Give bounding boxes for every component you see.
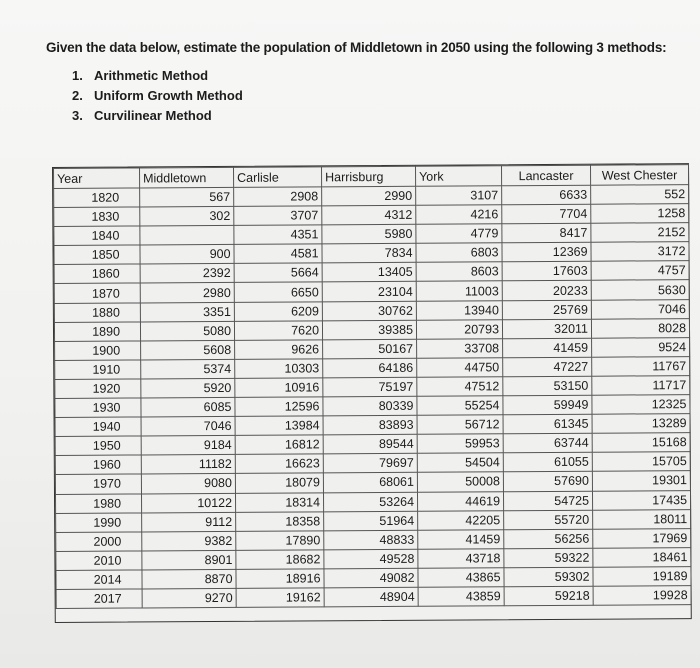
population-cell: 20233: [502, 281, 591, 301]
year-cell: 1870: [54, 283, 140, 303]
population-cell: 6209: [234, 301, 322, 321]
method-label: Curvilinear Method: [94, 108, 212, 123]
year-cell: 1840: [54, 226, 140, 246]
population-cell: 18314: [235, 492, 323, 512]
population-cell: 5920: [141, 378, 235, 398]
population-cell: 83893: [323, 415, 417, 435]
year-cell: 1950: [55, 436, 141, 456]
population-cell: 15705: [592, 452, 690, 472]
population-cell: 50008: [417, 472, 503, 492]
year-cell: 1970: [55, 474, 141, 494]
method-label: Uniform Growth Method: [94, 88, 243, 103]
population-cell: 43865: [418, 568, 504, 588]
year-cell: 1930: [55, 398, 141, 418]
population-cell: 61345: [503, 414, 592, 434]
population-cell: 7046: [141, 417, 235, 437]
year-cell: 1990: [56, 513, 142, 533]
population-cell: 64186: [323, 358, 417, 378]
population-cell: 59322: [504, 548, 593, 568]
year-cell: 2017: [56, 589, 142, 609]
population-cell: 5664: [234, 263, 322, 283]
population-cell: 6650: [234, 282, 322, 302]
population-cell: 3172: [591, 242, 689, 262]
population-cell: 8603: [416, 262, 502, 282]
table-row: [56, 586, 691, 609]
population-cell: 13405: [322, 263, 416, 283]
population-cell: 4581: [234, 244, 322, 264]
population-cell: 6633: [502, 185, 591, 205]
column-header: Carlisle: [234, 167, 322, 188]
population-cell: 17890: [236, 531, 324, 551]
method-number: 2.: [72, 88, 83, 103]
population-cell: 49082: [324, 568, 418, 588]
population-cell: 3351: [140, 302, 234, 322]
population-cell: 59218: [504, 586, 593, 606]
population-cell: 3107: [416, 186, 502, 206]
population-cell: 567: [140, 187, 234, 207]
population-cell: 50167: [323, 339, 417, 359]
population-cell: 4779: [416, 224, 502, 244]
methods-list: [72, 66, 243, 126]
column-header: Year: [54, 168, 140, 189]
population-cell: 9184: [141, 436, 235, 456]
population-cell: 55254: [417, 396, 503, 416]
population-cell: 47227: [503, 357, 592, 377]
population-cell: 11717: [592, 376, 690, 396]
method-item: [72, 66, 243, 86]
population-cell: 48833: [324, 530, 418, 550]
year-cell: 1860: [54, 264, 140, 284]
population-cell: 43718: [418, 549, 504, 569]
population-table-sheet: [52, 163, 692, 623]
population-cell: 18682: [236, 550, 324, 570]
year-cell: 2000: [56, 532, 142, 552]
population-cell: 54504: [417, 453, 503, 473]
population-cell: [140, 226, 234, 246]
population-cell: 41459: [503, 338, 592, 358]
population-cell: 18358: [236, 511, 324, 531]
population-cell: 55720: [504, 510, 593, 530]
population-cell: 12369: [502, 242, 591, 262]
population-cell: 8901: [142, 550, 236, 570]
population-cell: 16812: [235, 435, 323, 455]
table-body: [54, 185, 692, 609]
population-cell: 11767: [592, 356, 690, 376]
population-cell: 89544: [323, 434, 417, 454]
column-header: Middletown: [140, 167, 234, 188]
population-cell: 48904: [324, 587, 418, 607]
population-cell: 2152: [591, 223, 689, 243]
population-cell: 8870: [142, 569, 236, 589]
year-cell: 1880: [54, 303, 140, 323]
population-cell: 2392: [140, 264, 234, 284]
population-cell: 10122: [141, 493, 235, 513]
year-cell: 1900: [55, 341, 141, 361]
population-cell: 80339: [323, 396, 417, 416]
population-cell: 59953: [417, 434, 503, 454]
population-cell: 19928: [593, 586, 691, 606]
method-number: 3.: [72, 108, 83, 123]
population-cell: 9524: [592, 337, 690, 357]
population-cell: 41459: [418, 529, 504, 549]
population-cell: 11182: [141, 455, 235, 475]
year-cell: 2010: [56, 551, 142, 571]
method-number: 1.: [72, 68, 83, 83]
population-cell: 59302: [504, 567, 593, 587]
population-cell: 3707: [234, 206, 322, 226]
population-cell: 42205: [418, 510, 504, 530]
year-cell: 1830: [54, 207, 140, 227]
population-cell: 68061: [323, 473, 417, 493]
population-cell: 4351: [234, 225, 322, 245]
population-cell: 5630: [591, 280, 689, 300]
population-cell: 6803: [416, 243, 502, 263]
population-cell: 1258: [591, 204, 689, 224]
population-cell: 9270: [142, 588, 236, 608]
population-cell: 79697: [323, 454, 417, 474]
population-cell: 16623: [235, 454, 323, 474]
population-cell: 75197: [323, 377, 417, 397]
year-cell: 1890: [54, 322, 140, 342]
population-cell: 12325: [592, 395, 690, 415]
population-cell: 13289: [592, 414, 690, 434]
column-header: West Chester: [590, 165, 688, 186]
year-cell: 1920: [55, 379, 141, 399]
population-cell: 7704: [502, 204, 591, 224]
population-cell: 4757: [591, 261, 689, 281]
population-cell: 61055: [503, 453, 592, 473]
population-cell: 12596: [235, 397, 323, 417]
method-item: [72, 86, 243, 106]
population-cell: 4216: [416, 205, 502, 225]
population-cell: 8028: [591, 318, 689, 338]
population-cell: 6085: [141, 397, 235, 417]
population-cell: 53150: [503, 376, 592, 396]
population-cell: 8417: [502, 223, 591, 243]
question-text: Given the data below, estimate the population of Middletown in 2050 using the following 3 methods:: [46, 40, 667, 55]
population-cell: 18461: [593, 547, 691, 567]
year-cell: 1940: [55, 417, 141, 437]
population-cell: 2980: [140, 283, 234, 303]
year-cell: 1960: [55, 455, 141, 475]
population-cell: 15168: [592, 433, 690, 453]
population-cell: 5980: [322, 224, 416, 244]
population-cell: 54725: [503, 491, 592, 511]
population-cell: 32011: [502, 319, 591, 339]
population-cell: 2990: [322, 186, 416, 206]
population-cell: 59949: [503, 395, 592, 415]
population-cell: 17603: [502, 262, 591, 282]
population-cell: 9112: [142, 512, 236, 532]
population-cell: 5608: [141, 340, 235, 360]
column-header: York: [416, 166, 502, 187]
population-cell: 10916: [235, 378, 323, 398]
population-cell: 18916: [236, 569, 324, 589]
population-cell: 44750: [417, 358, 503, 378]
year-cell: 1980: [55, 493, 141, 513]
population-cell: 33708: [417, 339, 503, 359]
year-cell: 1910: [55, 360, 141, 380]
population-cell: 44619: [417, 491, 503, 511]
population-cell: 13940: [416, 300, 502, 320]
population-cell: 900: [140, 245, 234, 265]
population-cell: 302: [140, 206, 234, 226]
population-cell: 19189: [593, 566, 691, 586]
population-cell: 18079: [235, 473, 323, 493]
population-cell: 18011: [593, 509, 691, 529]
population-cell: 7046: [591, 299, 689, 319]
population-cell: 19162: [236, 588, 324, 608]
population-cell: 20793: [416, 319, 502, 339]
population-cell: 11003: [416, 281, 502, 301]
year-cell: 1820: [54, 188, 140, 208]
population-cell: 47512: [417, 377, 503, 397]
population-cell: 17969: [593, 528, 691, 548]
population-cell: 7620: [234, 321, 322, 341]
population-cell: 10303: [235, 359, 323, 379]
population-cell: 7834: [322, 244, 416, 264]
population-cell: 56712: [417, 415, 503, 435]
population-cell: 23104: [322, 282, 416, 302]
method-item: [72, 106, 243, 126]
population-cell: 4312: [322, 205, 416, 225]
population-cell: 17435: [592, 490, 690, 510]
population-table: [53, 164, 692, 609]
population-cell: 57690: [503, 472, 592, 492]
column-header: Lancaster: [502, 165, 591, 186]
population-cell: 19301: [592, 471, 690, 491]
population-cell: 43859: [418, 587, 504, 607]
population-cell: 63744: [503, 433, 592, 453]
year-cell: 1850: [54, 245, 140, 265]
population-cell: 49528: [324, 549, 418, 569]
method-label: Arithmetic Method: [94, 68, 209, 83]
population-cell: 9382: [142, 531, 236, 551]
population-cell: 5080: [140, 321, 234, 341]
population-cell: 552: [591, 185, 689, 205]
column-header: Harrisburg: [322, 166, 416, 187]
population-cell: 5374: [141, 359, 235, 379]
population-cell: 25769: [502, 300, 591, 320]
population-cell: 13984: [235, 416, 323, 436]
population-cell: 39385: [322, 320, 416, 340]
population-cell: 9080: [141, 474, 235, 494]
year-cell: 2014: [56, 570, 142, 590]
population-cell: 2908: [234, 187, 322, 207]
population-cell: 51964: [324, 511, 418, 531]
population-cell: 56256: [504, 529, 593, 549]
population-cell: 9626: [235, 340, 323, 360]
population-cell: 53264: [323, 492, 417, 512]
population-cell: 30762: [322, 301, 416, 321]
